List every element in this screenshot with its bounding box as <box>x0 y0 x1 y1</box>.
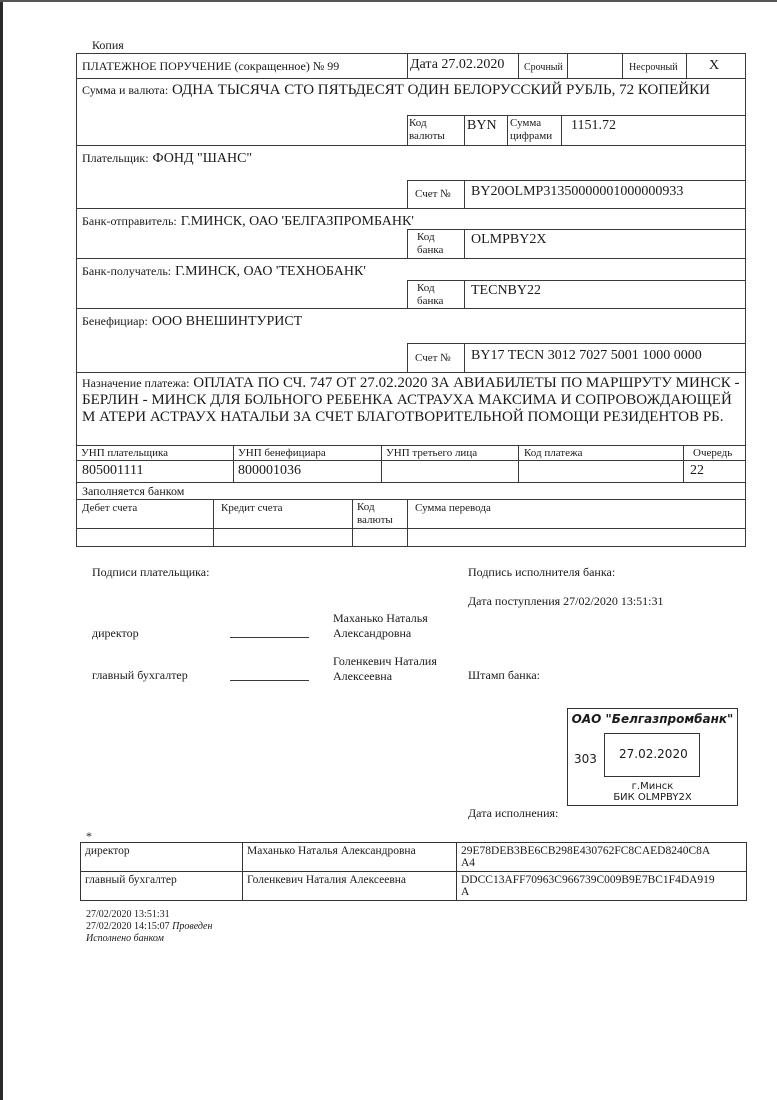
stamp-date-box <box>604 733 700 777</box>
sender-bank-name: Г.МИНСК, ОАО 'БЕЛГАЗПРОМБАНК' <box>180 214 414 229</box>
footer-processed <box>86 921 212 932</box>
page-left-edge <box>0 0 3 1100</box>
receiver-bank-name: Г.МИНСК, ОАО 'ТЕХНОБАНК' <box>175 264 366 279</box>
payer-name: ФОНД "ШАНС" <box>152 151 253 166</box>
beneficiary-line <box>82 312 302 330</box>
document-date: Дата 27.02.2020 <box>410 57 505 72</box>
director-title: директор <box>92 626 139 640</box>
stamp-bik: БИК OLMPBY2X <box>613 792 692 803</box>
signer-role: директор <box>81 843 243 872</box>
sender-bank-line <box>82 212 414 230</box>
purpose-text: ОПЛАТА ПО СЧ. 747 ОТ 27.02.2020 ЗА АВИАБИЛЕТЫ ПО МАРШРУТУ МИНСК - БЕРЛИН - МИНСК ДЛЯ БОЛЬНОГО РЕБЕНКА АСТРАУХА МАКСИМА И СОПРОВОЖДАЮЩЕЙ М АТЕРИ АСТРАУХ НАТАЛЬИ ЗА СЧЕТ БЛАГОТВОРИТЕЛЬНОЙ ПОМОЩИ РЕЗИДЕНТОВ РБ. <box>82 375 740 425</box>
nonurgent-label: Несрочный <box>629 62 678 73</box>
sender-bank-code-label: Код банка <box>417 231 444 256</box>
signature-hash <box>457 872 747 901</box>
amount-figures: 1151.72 <box>571 118 616 133</box>
bank-stamp-label: Штамп банка: <box>468 668 540 682</box>
signer-role: главный бухгалтер <box>81 872 243 901</box>
table-row <box>81 872 747 901</box>
execution-date-label: Дата исполнения: <box>468 806 559 820</box>
beneficiary-account: BY17 TECN 3012 7027 5001 1000 0000 <box>471 348 702 363</box>
nonurgent-mark: X <box>709 58 720 73</box>
beneficiary-unp: 800001036 <box>238 463 301 478</box>
currency-code-label: Код валюты <box>409 117 445 142</box>
digital-signatures-table <box>80 842 747 901</box>
amount-in-words <box>82 82 732 99</box>
footer-executed: Исполнено банком <box>86 933 164 944</box>
bank-currency-code-label: Код валюты <box>357 501 393 526</box>
accountant-signature-line <box>230 680 309 681</box>
queue-label: Очередь <box>693 447 733 459</box>
copy-label: Копия <box>92 38 124 52</box>
footer-processed-time: 27/02/2020 14:15:07 <box>86 921 170 932</box>
beneficiary-account-label: Счет № <box>415 352 451 364</box>
payer-line <box>82 149 252 167</box>
stamp-number: 303 <box>574 752 597 766</box>
currency-code: BYN <box>467 118 497 133</box>
beneficiary-unp-label: УНП бенефициара <box>238 447 326 459</box>
debit-label: Дебет счета <box>82 502 138 514</box>
stamp-date: 27.02.2020 <box>619 747 688 761</box>
asterisk: * <box>86 829 92 843</box>
director-signature-line <box>230 637 309 638</box>
hash-line: A <box>461 886 470 898</box>
document-title: ПЛАТЕЖНОЕ ПОРУЧЕНИЕ (сокращенное) № 99 <box>82 59 340 73</box>
sender-bank-code: OLMPBY2X <box>471 232 547 247</box>
receiver-bank-code-label: Код банка <box>417 282 444 307</box>
hash-line: 29E78DEB3BE6CB298E430762FC8CAED8240C8A <box>461 845 711 857</box>
receiver-bank-label: Банк-получатель: <box>82 264 172 278</box>
receiver-bank-line <box>82 262 366 280</box>
page-top-edge <box>0 0 777 2</box>
payer-unp: 805001111 <box>82 463 144 478</box>
transfer-amount-label: Сумма перевода <box>415 502 491 514</box>
purpose-label: Назначение платежа: <box>82 376 190 390</box>
amount-label: Сумма и валюта: <box>82 83 169 97</box>
amount-figures-label: Сумма цифрами <box>510 117 553 142</box>
hash-line: A4 <box>461 857 476 869</box>
hash-line: DDCC13AFF70963C966739C009B9E7BC1F4DA919 <box>461 874 715 886</box>
payer-account: BY20OLMP31350000001000000933 <box>471 184 684 199</box>
payer-account-label: Счет № <box>415 188 451 200</box>
stamp-bank-name: ОАО "Белгазпромбанк" <box>571 712 734 726</box>
payer-signatures-label: Подписи плательщика: <box>92 565 210 579</box>
urgent-label: Срочный <box>524 62 563 73</box>
third-party-unp-label: УНП третьего лица <box>386 447 478 459</box>
table-row <box>81 843 747 872</box>
payment-code-label: Код платежа <box>524 447 583 459</box>
receiver-bank-code: TECNBY22 <box>471 283 541 298</box>
accountant-name: Голенкевич Наталия Алексеевна <box>333 654 437 683</box>
signer-name: Маханько Наталья Александровна <box>243 843 457 872</box>
bank-executor-signature-label: Подпись исполнителя банка: <box>468 565 616 579</box>
beneficiary-name: ООО ВНЕШИНТУРИСТ <box>151 314 303 329</box>
payment-purpose <box>82 375 742 426</box>
footer-created: 27/02/2020 13:51:31 <box>86 909 170 920</box>
stamp-city: г.Минск <box>631 781 674 792</box>
bank-stamp <box>567 708 738 806</box>
accountant-title: главный бухгалтер <box>92 668 188 682</box>
director-name: Маханько Наталья Александровна <box>333 611 428 640</box>
payer-unp-label: УНП плательщика <box>81 447 169 459</box>
payer-label: Плательщик: <box>82 151 149 165</box>
signature-hash <box>457 843 747 872</box>
sender-bank-label: Банк-отправитель: <box>82 214 177 228</box>
footer-processed-status: Проведен <box>172 921 213 932</box>
signer-name: Голенкевич Наталия Алексеевна <box>243 872 457 901</box>
credit-label: Кредит счета <box>221 502 283 514</box>
queue-value: 22 <box>690 463 704 478</box>
bank-section-label: Заполняется банком <box>82 484 185 498</box>
amount-words: ОДНА ТЫСЯЧА СТО ПЯТЬДЕСЯТ ОДИН БЕЛОРУССКИЙ РУБЛЬ, 72 КОПЕЙКИ <box>171 82 710 98</box>
receipt-date: Дата поступления 27/02/2020 13:51:31 <box>468 594 664 608</box>
beneficiary-label: Бенефициар: <box>82 314 148 328</box>
